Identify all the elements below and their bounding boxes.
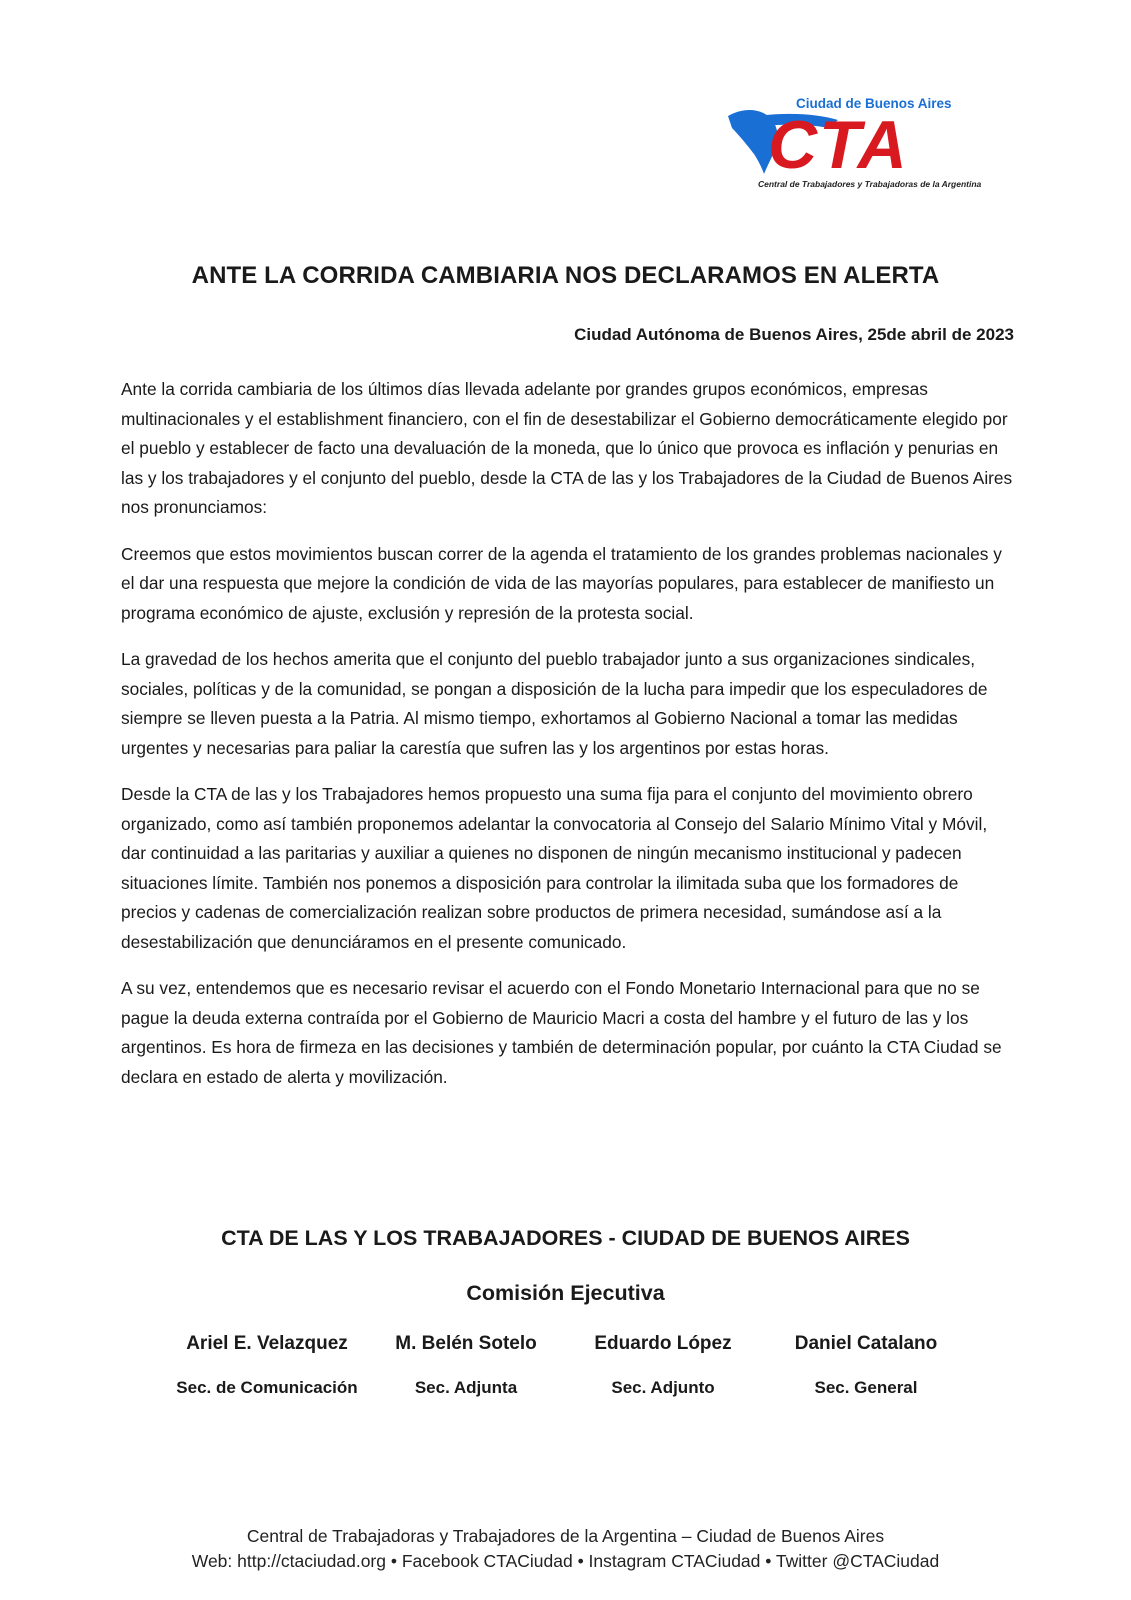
signer-name: Ariel E. Velazquez	[186, 1333, 348, 1354]
signer	[761, 1333, 971, 1398]
organization-heading: CTA DE LAS Y LOS TRABAJADORES - CIUDAD DE BUENOS AIRES	[221, 1226, 910, 1250]
cta-logo	[728, 94, 1008, 198]
footer-contact-line: Web: http://ctaciudad.org • Facebook CTACiudad • Instagram CTACiudad • Twitter @CTACiudad	[191, 1551, 940, 1571]
paragraph: La gravedad de los hechos amerita que el conjunto del pueblo trabajador junto a sus organizaciones sindicales, sociales, políticas y de la comunidad, se pongan a disposición de la lucha para impedir que los especuladores de siempre se lleven puesta a la Patria. Al mismo tiempo, exhortamos al Gobierno Nacional a tomar las medidas urgentes y necesarias para paliar la carestía que sufren las y los argentinos por estas horas.	[121, 649, 988, 758]
paragraph: A su vez, entendemos que es necesario revisar el acuerdo con el Fondo Monetario Internacional para que no se pague la deuda externa contraída por el Gobierno de Mauricio Macri a costa del hambre y el futuro de las y los argentinos. Es hora de firmeza en las decisiones y también de determinación popular, por cuánto la CTA Ciudad se declara en estado de alerta y movilización.	[121, 978, 1002, 1087]
commission-heading: Comisión Ejecutiva	[466, 1281, 665, 1305]
page-footer	[0, 1524, 1131, 1574]
dateline: Ciudad Autónoma de Buenos Aires, 25de abril de 2023	[574, 325, 1014, 344]
paragraph: Desde la CTA de las y los Trabajadores hemos propuesto una suma fija para el conjunto del movimiento obrero organizado, como así también proponemos adelantar la convocatoria al Consejo del Salario Mínimo Vital y Móvil, dar continuidad a las paritarias y auxiliar a quienes no disponen de ningún mecanismo institucional y padecen situaciones límite. También nos ponemos a disposición para controlar la ilimitada suba que los formadores de precios y cadenas de comercialización realizan sobre productos de primera necesidad, sumándose así a la desestabilización que denunciáramos en el presente comunicado.	[121, 784, 988, 952]
signer-name: Eduardo López	[594, 1333, 732, 1354]
signer	[558, 1333, 768, 1398]
logo-top-text: Ciudad de Buenos Aires	[796, 96, 952, 111]
document-body	[121, 375, 1016, 1109]
logo-sub-text: Central de Trabajadores y Trabajadoras de la Argentina	[758, 179, 982, 189]
signer-name: Daniel Catalano	[794, 1333, 938, 1354]
signer	[162, 1333, 372, 1398]
logo-main-text: CTA	[768, 107, 909, 183]
signer-role: Sec. de Comunicación	[176, 1378, 358, 1397]
signer-role: Sec. Adjunto	[611, 1378, 715, 1397]
signer-role: Sec. Adjunta	[414, 1378, 518, 1397]
signer-name: M. Belén Sotelo	[395, 1333, 537, 1354]
signer-role: Sec. General	[814, 1378, 918, 1397]
cta-logo-graphic	[728, 94, 1008, 198]
paragraph: Ante la corrida cambiaria de los últimos días llevada adelante por grandes grupos económicos, empresas multinacionales y el establishment financiero, con el fin de desestabilizar el Gobierno democráticamente elegido por el pueblo y establecer de facto una devaluación de la moneda, que lo único que provoca es inflación y penurias en las y los trabajadores y el conjunto del pueblo, desde la CTA de las y los Trabajadores de la Ciudad de Buenos Aires nos pronunciamos:	[121, 379, 1013, 517]
signer	[361, 1333, 571, 1398]
page-title: ANTE LA CORRIDA CAMBIARIA NOS DECLARAMOS EN ALERTA	[191, 262, 940, 289]
paragraph: Creemos que estos movimientos buscan correr de la agenda el tratamiento de los grandes problemas nacionales y el dar una respuesta que mejore la condición de vida de las mayorías populares, para establecer de manifiesto un programa económico de ajuste, exclusión y represión de la protesta social.	[121, 543, 1002, 623]
footer-organization-line: Central de Trabajadoras y Trabajadores de la Argentina – Ciudad de Buenos Aires	[246, 1526, 885, 1546]
